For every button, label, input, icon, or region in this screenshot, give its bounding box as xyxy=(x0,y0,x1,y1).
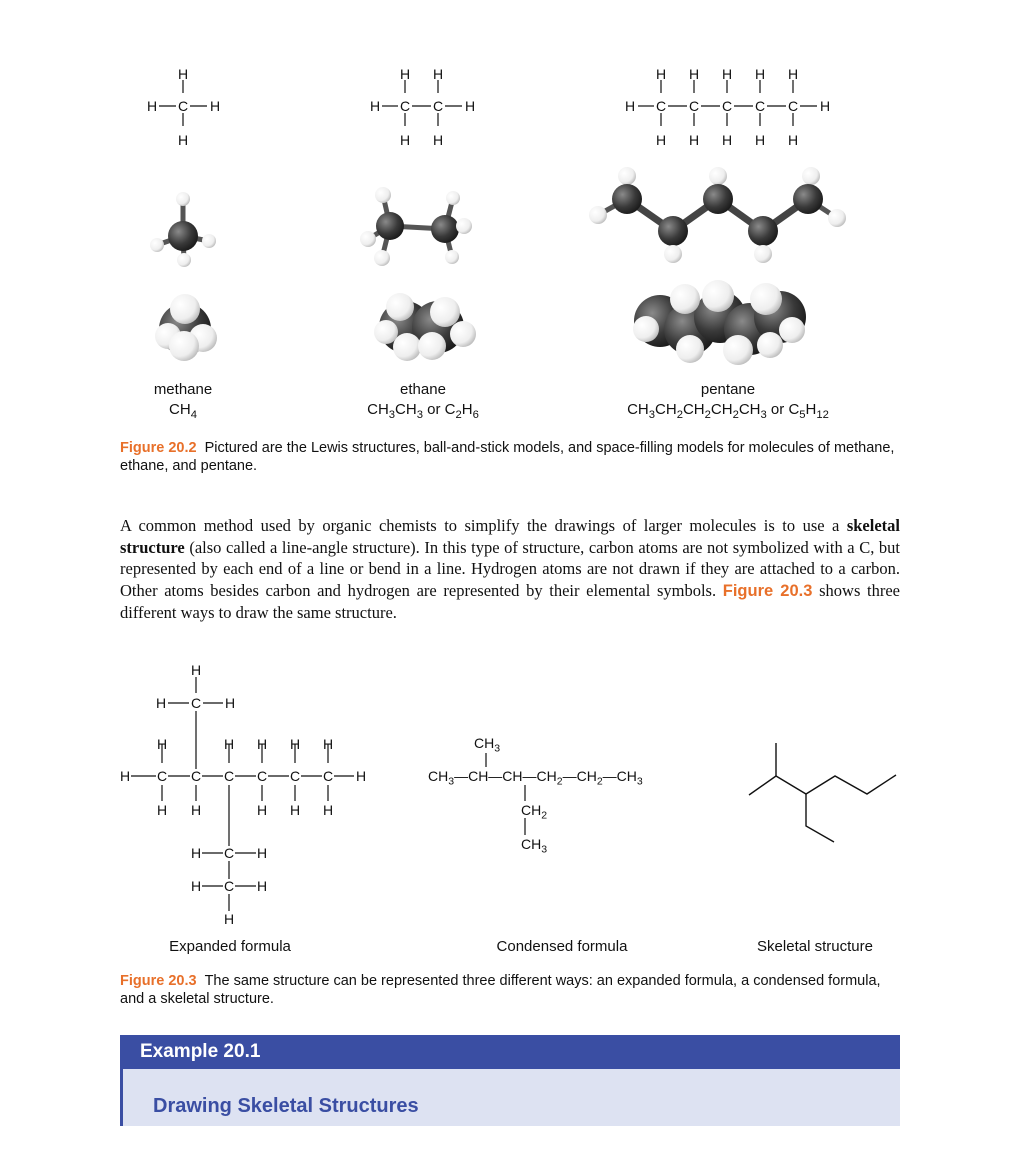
ethane-label xyxy=(323,380,523,420)
hydrogen-atom-symbol: H xyxy=(369,98,381,114)
hydrogen-atom-symbol: H xyxy=(256,802,268,818)
hydrogen-atom-symbol: H xyxy=(190,802,202,818)
methane-ball-and-stick-model xyxy=(150,192,216,267)
hydrogen-atom-symbol: H xyxy=(190,662,202,678)
hydrogen-atom-symbol: H xyxy=(322,802,334,818)
hydrogen-atom-symbol: H xyxy=(190,845,202,861)
methane-formula: $CH_4$ xyxy=(169,401,197,421)
hydrogen-atom-symbol: H xyxy=(624,98,636,114)
skeletal-structure-label: Skeletal structure xyxy=(757,938,873,955)
figure-20-2-caption xyxy=(120,439,900,475)
hydrogen-atom-symbol: H xyxy=(399,132,411,148)
skeletal-structure-term: skeletal structure xyxy=(120,516,900,557)
expanded-formula-label: Expanded formula xyxy=(169,938,291,955)
condensed-top-methyl: $CH_3$ xyxy=(474,735,501,755)
example-header xyxy=(120,1035,900,1069)
ethane-name: ethane xyxy=(400,381,446,398)
figure-20-2 xyxy=(120,55,900,430)
paragraph-text-3: shows three different ways to draw the same structure. xyxy=(120,580,901,623)
hydrogen-atom-symbol: H xyxy=(432,132,444,148)
skeletal-structure-paragraph xyxy=(120,515,900,624)
carbon-atom-symbol: C xyxy=(322,768,334,784)
hydrogen-atom-symbol: H xyxy=(119,768,131,784)
carbon-atom-symbol: C xyxy=(432,98,444,114)
carbon-atom-symbol: C xyxy=(754,98,766,114)
hydrogen-atom-symbol: H xyxy=(224,695,236,711)
pentane-space-filling-model xyxy=(633,280,806,365)
ethane-atom-labels xyxy=(370,66,475,148)
hydrogen-atom-symbol: H xyxy=(688,132,700,148)
carbon-atom-symbol: C xyxy=(289,768,301,784)
carbon-atom-symbol: C xyxy=(787,98,799,114)
hydrogen-atom-symbol: H xyxy=(399,66,411,82)
paragraph-text-2: (also called a line-angle structure). In this type of structure, carbon atoms are not symbolized with a C, but represented by each end of a line or bend in a line. Hydrogen atoms are not drawn if they are attached to a carbon. Other atoms besides carbon and hydrogen are represented by their elemental symbols. xyxy=(120,537,900,600)
pentane-label xyxy=(598,380,858,420)
hydrogen-atom-symbol: H xyxy=(787,132,799,148)
hydrogen-atom-symbol: H xyxy=(256,845,268,861)
condensed-ethyl-ch3: $CH_3$ xyxy=(521,836,548,856)
condensed-formula-label: Condensed formula xyxy=(496,938,628,955)
hydrogen-atom-symbol: H xyxy=(688,66,700,82)
hydrogen-atom-symbol: H xyxy=(177,66,189,82)
example-number: Example 20.1 xyxy=(140,1041,261,1062)
pentane-name: pentane xyxy=(700,381,756,398)
carbon-atom-symbol: C xyxy=(688,98,700,114)
hydrogen-atom-symbol: H xyxy=(190,878,202,894)
figure-20-3-caption xyxy=(120,972,900,1008)
carbon-atom-symbol: C xyxy=(156,768,168,784)
hydrogen-atom-symbol: H xyxy=(156,736,168,752)
expanded-formula-bonds xyxy=(131,677,354,911)
hydrogen-atom-symbol: H xyxy=(721,66,733,82)
hydrogen-atom-symbol: H xyxy=(432,66,444,82)
figure-20-2-caption-text: Pictured are the Lewis structures, ball-and-stick models, and space-filling models for molecules of methane, ethane, and pentane. xyxy=(120,440,895,474)
hydrogen-atom-symbol: H xyxy=(177,132,189,148)
ethane-space-filling-model xyxy=(374,293,476,361)
carbon-atom-symbol: C xyxy=(721,98,733,114)
hydrogen-atom-symbol: H xyxy=(256,878,268,894)
figure-20-2-label: Figure 20.2 xyxy=(120,440,197,456)
hydrogen-atom-symbol: H xyxy=(355,768,367,784)
hydrogen-atom-symbol: H xyxy=(655,132,667,148)
figure-20-3-label: Figure 20.3 xyxy=(120,973,197,989)
hydrogen-atom-symbol: H xyxy=(146,98,158,114)
hydrogen-atom-symbol: H xyxy=(787,66,799,82)
hydrogen-atom-symbol: H xyxy=(754,66,766,82)
figure-20-3-link[interactable]: Figure 20.3 xyxy=(722,581,813,600)
methane-atom-labels xyxy=(147,66,220,148)
carbon-atom-symbol: C xyxy=(190,695,202,711)
methane-label xyxy=(123,380,243,420)
hydrogen-atom-symbol: H xyxy=(223,736,235,752)
condensed-formula-bonds xyxy=(486,753,525,835)
carbon-atom-symbol: C xyxy=(655,98,667,114)
methane-name: methane xyxy=(153,381,213,398)
carbon-atom-symbol: C xyxy=(223,768,235,784)
carbon-atom-symbol: C xyxy=(190,768,202,784)
hydrogen-atom-symbol: H xyxy=(655,66,667,82)
example-body xyxy=(120,1069,900,1126)
hydrogen-atom-symbol: H xyxy=(289,802,301,818)
carbon-atom-symbol: C xyxy=(399,98,411,114)
ethane-formula: $CH_3CH_3$ or $C_2H_6$ xyxy=(367,401,479,421)
carbon-atom-symbol: C xyxy=(177,98,189,114)
paragraph-text-1: A common method used by organic chemists to simplify the drawings of larger molecules is to use a xyxy=(120,516,847,535)
hydrogen-atom-symbol: H xyxy=(754,132,766,148)
ethane-lewis-structure xyxy=(382,80,462,126)
hydrogen-atom-symbol: H xyxy=(223,911,235,927)
hydrogen-atom-symbol: H xyxy=(156,802,168,818)
pentane-formula: $CH_3CH_2CH_2CH_2CH_3$ or $C_5H_{12}$ xyxy=(627,401,829,421)
hydrogen-atom-symbol: H xyxy=(289,736,301,752)
hydrogen-atom-symbol: H xyxy=(209,98,221,114)
skeletal-structure-drawing xyxy=(749,743,896,842)
figure-20-3 xyxy=(110,655,910,935)
carbon-atom-symbol: C xyxy=(256,768,268,784)
condensed-ethyl-ch2: $CH_2$ xyxy=(521,802,548,822)
hydrogen-atom-symbol: H xyxy=(464,98,476,114)
condensed-main-chain: $CH_3—CH—CH—CH_2—CH_2—CH_3$ xyxy=(428,768,643,788)
carbon-atom-symbol: C xyxy=(223,845,235,861)
example-title: Drawing Skeletal Structures xyxy=(153,1095,419,1117)
hydrogen-atom-symbol: H xyxy=(819,98,831,114)
carbon-atom-symbol: C xyxy=(223,878,235,894)
hydrogen-atom-symbol: H xyxy=(721,132,733,148)
ethane-ball-and-stick-model xyxy=(360,187,472,266)
hydrogen-atom-symbol: H xyxy=(256,736,268,752)
figure-20-3-caption-text: The same structure can be represented three different ways: an expanded formula, a condensed formula, and a skeletal structure. xyxy=(120,973,881,1007)
hydrogen-atom-symbol: H xyxy=(155,695,167,711)
hydrogen-atom-symbol: H xyxy=(322,736,334,752)
pentane-ball-and-stick-model xyxy=(589,167,846,263)
expanded-formula-atom-labels xyxy=(120,662,366,927)
methane-space-filling-model xyxy=(155,294,217,361)
pentane-atom-labels xyxy=(625,66,830,148)
